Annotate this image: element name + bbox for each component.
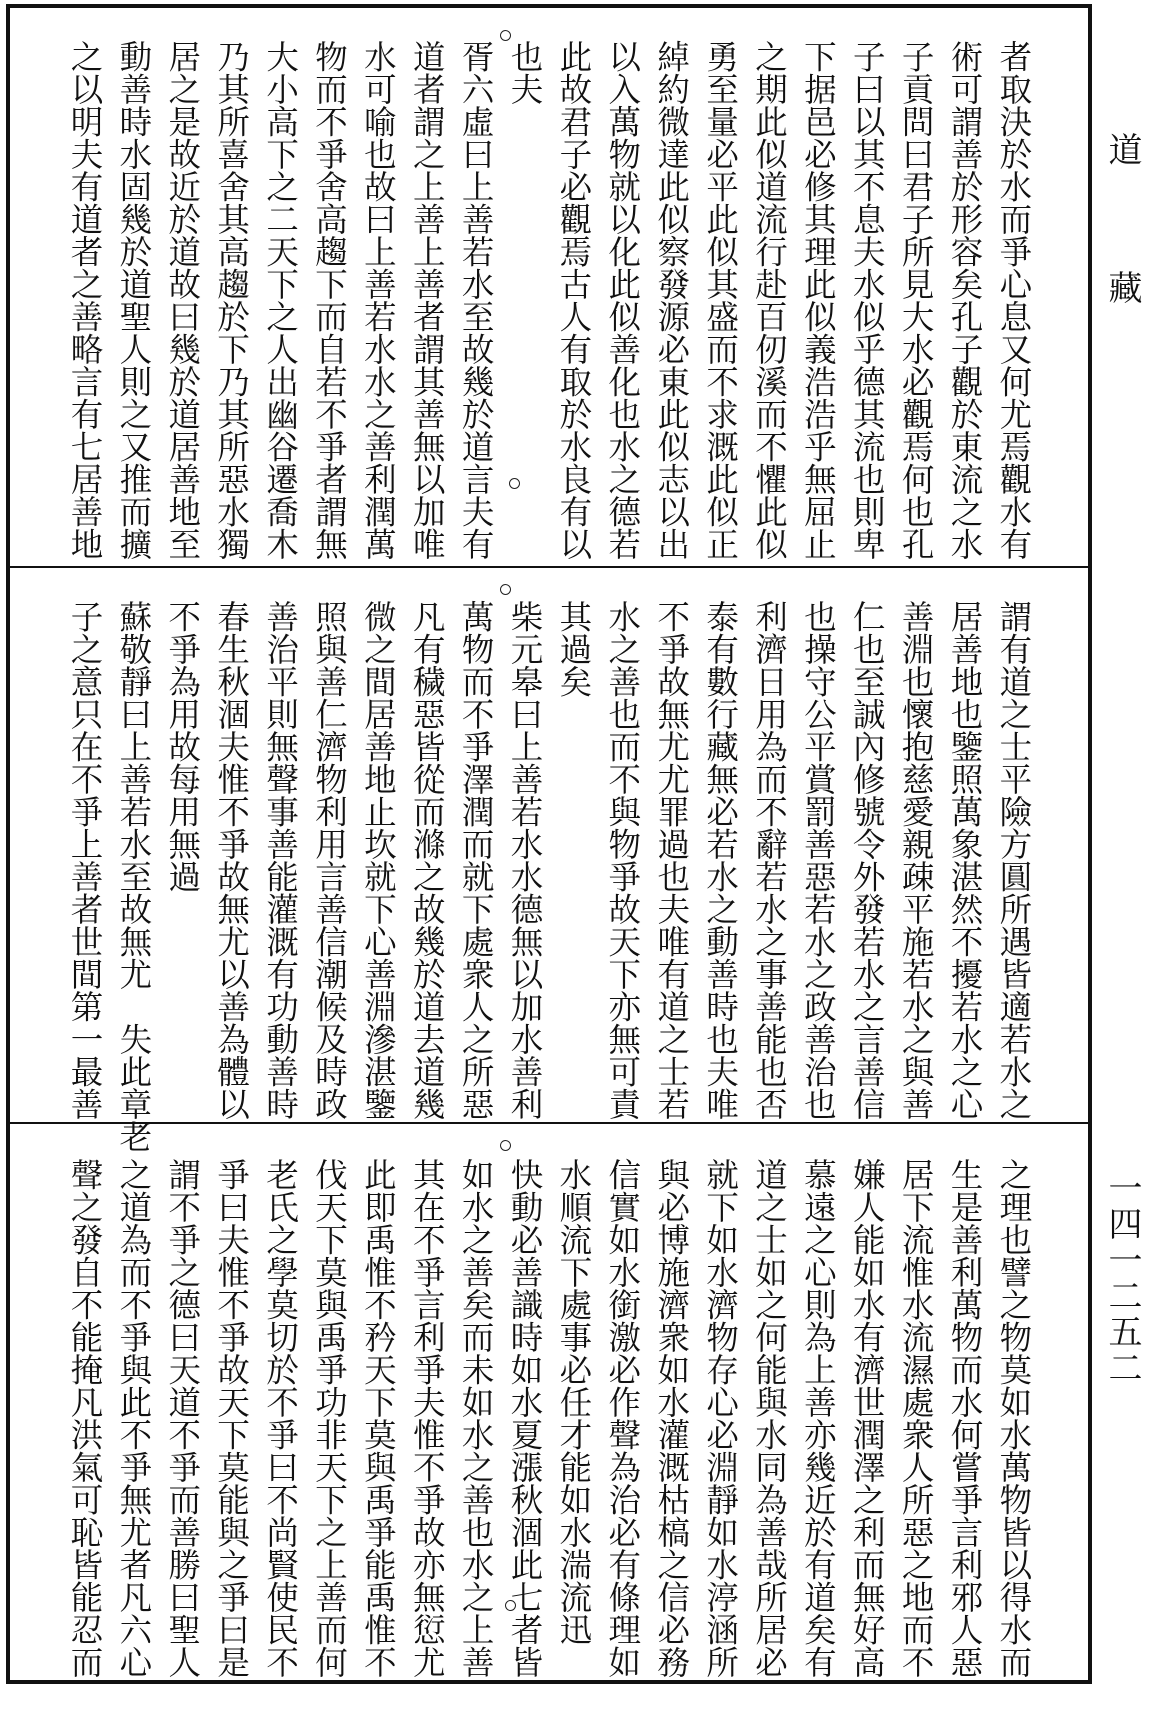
text-column: 老氏之學莫切於不爭曰不尚賢使民不: [261, 1158, 300, 1678]
panel-divider-2: [10, 1122, 1088, 1124]
text-column: 信實如水銜激必作聲為治必有條理如: [603, 1158, 642, 1678]
text-column: 者取決於水而爭心息又何尤焉觀水有: [994, 40, 1033, 560]
text-column: 與必博施濟衆如水灌溉枯槁之信必務: [652, 1158, 691, 1678]
text-column: 之道為而不爭與此不爭無尤者凡六心: [114, 1158, 153, 1678]
text-column: 綽約微達此似察發源必東此似志以出: [652, 40, 691, 560]
text-column: 乃其所喜舍其高趨於下乃其所惡水獨: [212, 40, 251, 560]
text-column: 此故君子必觀焉古人有取於水良有以: [554, 40, 593, 560]
text-column: 物而不爭舍高趨下而自若不爭者謂無: [310, 40, 349, 560]
text-column: 春生秋涸夫惟不爭故無尤以善為體以: [212, 600, 251, 1120]
text-column: 伐天下莫與禹爭功非天下之上善而何: [310, 1158, 349, 1678]
text-column: 子之意只在不爭上善者世間第一最善: [66, 600, 104, 1120]
text-column: 大小高下之二天下之人出幽谷遷喬木: [261, 40, 300, 560]
text-column: 凡有穢惡皆從而滌之故幾於道去道幾: [408, 600, 447, 1120]
text-column: 快動必善識時如水夏漲秋涸此七者皆: [506, 1158, 545, 1678]
collection-title-char: 道: [1102, 132, 1142, 166]
text-column: 其在不爭言利爭夫惟不爭故亦無愆尤: [408, 1158, 447, 1678]
collection-title-char: 藏: [1102, 270, 1142, 304]
text-column: 此即禹惟不矜天下莫與禹爭能禹惟不: [359, 1158, 398, 1678]
text-column: 聲之發自不能掩凡洪氣可恥皆能忍而: [66, 1158, 104, 1678]
text-column: 之以明夫有道者之善略言有七居善地: [66, 40, 104, 560]
text-column: 柴元皋曰上善若水水德無以加水善利: [506, 600, 545, 1120]
text-column: 之期此似道流行赴百仞溪而不懼此似: [750, 40, 789, 560]
text-column: 道之士如之何能與水同為善哉所居必: [750, 1158, 789, 1678]
text-column: 也操守公平賞罰善惡若水之政善治也: [799, 600, 838, 1120]
text-column: 慕遠之心則為上善亦幾近於有道矣有: [799, 1158, 838, 1678]
text-column: 不爭故無尤尤罪過也夫唯有道之士若: [652, 600, 691, 1120]
text-column: 利濟日用為而不辭若水之事善能也否: [750, 600, 789, 1120]
text-column: 居下流惟水流濕處衆人所惡之地而不: [897, 1158, 936, 1678]
text-column: 之理也譬之物莫如水萬物皆以得水而: [994, 1158, 1033, 1678]
text-column: 胥六虛曰上善若水至故幾於道言夫有: [457, 40, 496, 560]
text-column: 子曰以其不息夫水似乎德其流也則卑: [848, 40, 887, 560]
text-column: 謂有道之士平險方圓所遇皆適若水之: [994, 600, 1033, 1120]
text-column: 萬物而不爭澤潤而就下處衆人之所惡: [457, 600, 496, 1120]
text-column: 以入萬物就以化此似善化也水之德若: [603, 40, 642, 560]
text-column: 照與善仁濟物利用言善信潮候及時政: [310, 600, 349, 1120]
text-column: 居善地也鑒照萬象湛然不擾若水之心: [946, 600, 985, 1120]
text-column: 動善時水固幾於道聖人則之又推而擴: [114, 40, 153, 560]
text-column: 就下如水濟物存心必淵靜如水渟涵所: [701, 1158, 740, 1678]
text-column: 道者謂之上善上善者謂其善無以加唯: [408, 40, 447, 560]
text-panel-bottom: [60, 1158, 1033, 1678]
text-column: 微之間居善地止坎就下心善淵滲湛鑒: [359, 600, 398, 1120]
text-column: 仁也至誠內修號令外發若水之言善信: [848, 600, 887, 1120]
text-column: 水順流下處事必任才能如水湍流迅: [554, 1158, 593, 1646]
text-column: 水之善也而不與物爭故天下亦無可責: [603, 600, 642, 1120]
text-column: 勇至量必平此似其盛而不求溉此似正: [701, 40, 740, 560]
text-panel-top: [60, 40, 1033, 560]
text-column: 水可喻也故曰上善若水水之善利潤萬: [359, 40, 398, 560]
text-column: 生是善利萬物而水何嘗爭言利邪人惡: [946, 1158, 985, 1678]
text-column: 術可謂善於形容矣孔子觀於東流之水: [946, 40, 985, 560]
text-column: 嫌人能如水有濟世潤澤之利而無好高: [848, 1158, 887, 1678]
text-panel-middle: [60, 600, 1033, 1153]
text-column: 泰有數行藏無必若水之動善時也夫唯: [701, 600, 740, 1120]
panel-divider-1: [10, 566, 1088, 568]
text-column: 如水之善矣而未如水之善也水之上善: [457, 1158, 496, 1678]
text-column: 也夫: [506, 40, 545, 105]
text-column: 不爭為用故每用無過: [163, 600, 202, 893]
page-number: 一四一二五二: [1102, 1170, 1142, 1386]
text-column: 善治平則無聲事善能灌溉有功動善時: [261, 600, 300, 1120]
text-column: 謂不爭之德曰天道不爭而善勝曰聖人: [163, 1158, 202, 1678]
text-column: 爭曰夫惟不爭故天下莫能與之爭曰是: [212, 1158, 251, 1678]
text-column: 子貢問曰君子所見大水必觀焉何也孔: [897, 40, 936, 560]
text-column: 蘇敬靜曰上善若水至故無尤 失此章老: [114, 600, 153, 1153]
circle-mark-icon: [500, 1140, 511, 1151]
text-column: 善淵也懷抱慈愛親疎平施若水之與善: [897, 600, 936, 1120]
text-column: 居之是故近於道故曰幾於道居善地至: [163, 40, 202, 560]
text-column: 下据邑必修其理此似義浩浩乎無屈止: [799, 40, 838, 560]
circle-mark-icon: [500, 584, 511, 595]
text-column: 其過矣: [554, 600, 593, 698]
